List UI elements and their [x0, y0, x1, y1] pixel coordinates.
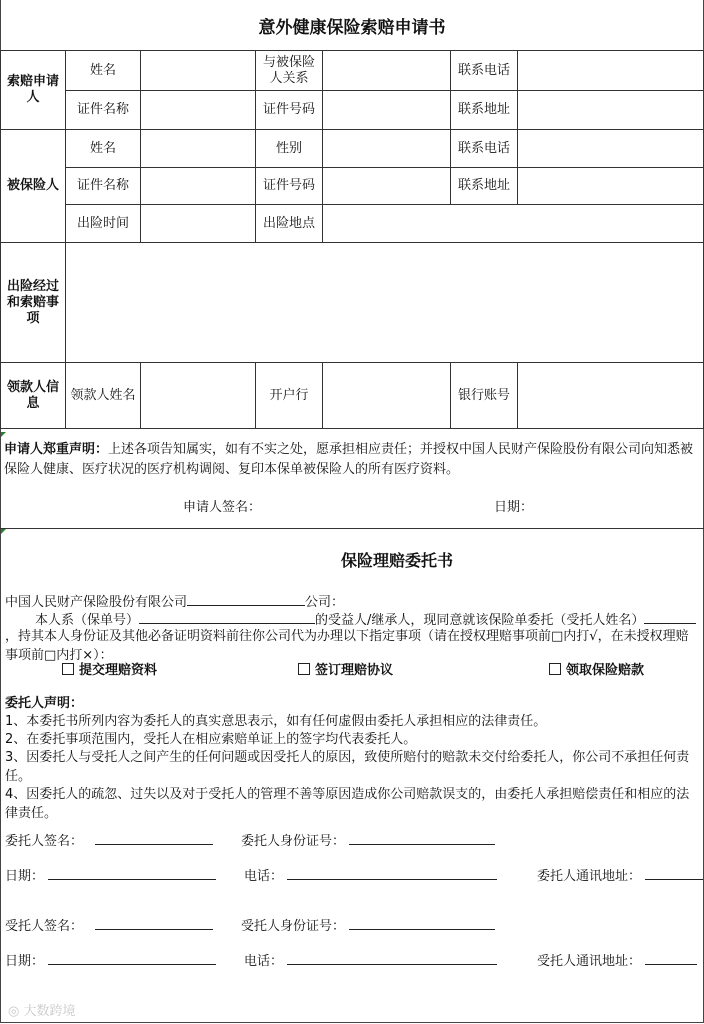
- page-title: 意外健康保险索赔申请书: [258, 17, 446, 38]
- claimant-id-no-label: 证件号码: [256, 91, 323, 130]
- poa-company-suffix: 公司：: [305, 595, 345, 610]
- agent-phone-field: [244, 950, 497, 969]
- principal-date-blank[interactable]: [48, 865, 216, 880]
- policy-number-blank[interactable]: [139, 609, 315, 624]
- statement-item: 3、因委托人与受托人之间产生的任何问题或因受托人的原因，致使所赔付的赔款未交付给委托人，你公司不承担任何责任。: [5, 750, 690, 784]
- principal-id-blank[interactable]: [349, 830, 495, 845]
- claimant-name-label: 姓名: [66, 51, 141, 91]
- company-branch-blank[interactable]: [187, 591, 305, 606]
- watermark: [8, 1000, 76, 1019]
- accident-place-input[interactable]: [323, 205, 704, 243]
- option-label: 领取保险赔款: [566, 663, 645, 678]
- applicant-declaration: [4, 440, 696, 480]
- insured-id-type-input[interactable]: [141, 168, 256, 205]
- insured-address-input[interactable]: [518, 168, 704, 205]
- agent-id-field: [241, 915, 495, 934]
- field-label: 日期：: [5, 954, 45, 969]
- applicant-date-label: 日期：: [494, 500, 534, 515]
- principal-statement-title: 委托人声明：: [5, 696, 84, 711]
- poa-company-prefix: 中国人民财产保险股份有限公司: [5, 595, 188, 610]
- agent-date-blank[interactable]: [48, 950, 216, 965]
- payee-bank-label: 开户行: [256, 363, 323, 429]
- agent-phone-blank[interactable]: [287, 950, 497, 965]
- insured-gender-label: 性别: [256, 130, 323, 168]
- accident-time-label: 出险时间: [66, 205, 141, 243]
- statement-item: 2、在委托事项范围内，受托人在相应索赔单证上的签字均代表委托人。: [5, 732, 417, 747]
- process-section-label: 出险经过和索赔事项: [1, 243, 66, 363]
- option-label: 提交理赔资料: [79, 663, 158, 678]
- payee-account-label: 银行账号: [451, 363, 518, 429]
- agent-name-blank[interactable]: [644, 609, 696, 624]
- field-label: 委托人签名：: [5, 834, 84, 849]
- principal-address-blank[interactable]: [645, 865, 703, 880]
- agent-signature-blank[interactable]: [95, 915, 213, 930]
- field-label: 受托人通讯地址：: [537, 954, 642, 969]
- insured-id-no-label: 证件号码: [256, 168, 323, 205]
- option-sign-agreement[interactable]: [298, 659, 393, 678]
- field-label: 委托人通讯地址：: [537, 869, 642, 884]
- process-input[interactable]: [66, 243, 704, 363]
- agent-address-field: [537, 950, 697, 969]
- option-submit-docs[interactable]: [62, 659, 157, 678]
- agent-signature-field: [5, 915, 213, 934]
- principal-signature-blank[interactable]: [95, 830, 213, 845]
- insured-phone-input[interactable]: [518, 130, 704, 168]
- payee-section-label: 领款人信息: [1, 363, 66, 429]
- agent-date-field: [5, 950, 216, 969]
- principal-id-field: [241, 830, 495, 849]
- claimant-id-no-input[interactable]: [323, 91, 451, 130]
- field-label: 电话：: [244, 869, 284, 884]
- cell-marker: [1, 432, 6, 437]
- checkbox-icon[interactable]: [62, 663, 74, 675]
- watermark-text: 大数跨境: [23, 1004, 76, 1019]
- option-label: 签订理赔协议: [315, 663, 394, 678]
- principal-phone-blank[interactable]: [287, 865, 497, 880]
- payee-account-input[interactable]: [518, 363, 704, 429]
- principal-signature-field: [5, 830, 213, 849]
- claimant-relation-input[interactable]: [323, 51, 451, 91]
- claimant-section-label: 索赔申请人: [1, 51, 66, 130]
- claim-form-table: [0, 50, 704, 429]
- declaration-lead: 申请人郑重声明：: [4, 442, 109, 457]
- agent-address-blank[interactable]: [645, 950, 697, 965]
- poa-instruction-line: ，持其本人身份证及其他必备证明资料前往你公司代为办理以下指定事项（请在授权理赔事项前□内打√，在未授权理赔事项前□内打×）：: [5, 629, 689, 663]
- claimant-relation-label: 与被保险人关系: [256, 51, 323, 91]
- payee-name-label: 领款人姓名: [66, 363, 141, 429]
- poa-title: 保险理赔委托书: [340, 551, 453, 570]
- watermark-logo-icon: ◎: [8, 1004, 24, 1019]
- cell-marker: [1, 529, 6, 534]
- checkbox-icon[interactable]: [298, 663, 310, 675]
- payee-bank-input[interactable]: [323, 363, 451, 429]
- claimant-name-input[interactable]: [141, 51, 256, 91]
- payee-name-input[interactable]: [141, 363, 256, 429]
- insured-gender-input[interactable]: [323, 130, 451, 168]
- declaration-text: 上述各项告知属实，如有不实之处，愿承担相应责任；并授权中国人民财产保险股份有限公司向知悉被保险人健康、医疗状况的医疗机构调阅、复印本保单被保险人的所有医疗资料。: [4, 442, 694, 477]
- agent-id-blank[interactable]: [349, 915, 495, 930]
- claimant-phone-input[interactable]: [518, 51, 704, 91]
- option-receive-payment[interactable]: [549, 659, 644, 678]
- insured-name-label: 姓名: [66, 130, 141, 168]
- insured-id-type-label: 证件名称: [66, 168, 141, 205]
- principal-phone-field: [244, 865, 497, 884]
- applicant-signature-label: 申请人签名：: [183, 500, 262, 515]
- claimant-id-type-input[interactable]: [141, 91, 256, 130]
- claimant-phone-label: 联系电话: [451, 51, 518, 91]
- principal-address-field: [537, 865, 703, 884]
- checkbox-icon[interactable]: [549, 663, 561, 675]
- section-divider: [0, 528, 704, 529]
- insured-address-label: 联系地址: [451, 168, 518, 205]
- field-label: 日期：: [5, 869, 45, 884]
- claimant-address-label: 联系地址: [451, 91, 518, 130]
- insured-id-no-input[interactable]: [323, 168, 451, 205]
- insured-phone-label: 联系电话: [451, 130, 518, 168]
- field-label: 电话：: [244, 954, 284, 969]
- claimant-address-input[interactable]: [518, 91, 704, 130]
- poa-policy-text-b: 的受益人/继承人，现同意就该保险单委托（受托人姓名）: [315, 613, 645, 628]
- field-label: 委托人身份证号：: [241, 834, 346, 849]
- poa-policy-text-a: 本人系（保单号）: [35, 613, 140, 628]
- insured-name-input[interactable]: [141, 130, 256, 168]
- accident-time-input[interactable]: [141, 205, 256, 243]
- statement-item: 1、本委托书所列内容为委托人的真实意思表示，如有任何虚假由委托人承担相应的法律责任。: [5, 714, 547, 729]
- field-label: 受托人身份证号：: [241, 919, 346, 934]
- accident-place-label: 出险地点: [256, 205, 323, 243]
- statement-item: 4、因委托人的疏忽、过失以及对于受托人的管理不善等原因造成你公司赔款误支的，由委托人承担赔偿责任和相应的法律责任。: [5, 787, 690, 821]
- claimant-id-type-label: 证件名称: [66, 91, 141, 130]
- insured-section-label: 被保险人: [1, 130, 66, 243]
- principal-date-field: [5, 865, 216, 884]
- field-label: 受托人签名：: [5, 919, 84, 934]
